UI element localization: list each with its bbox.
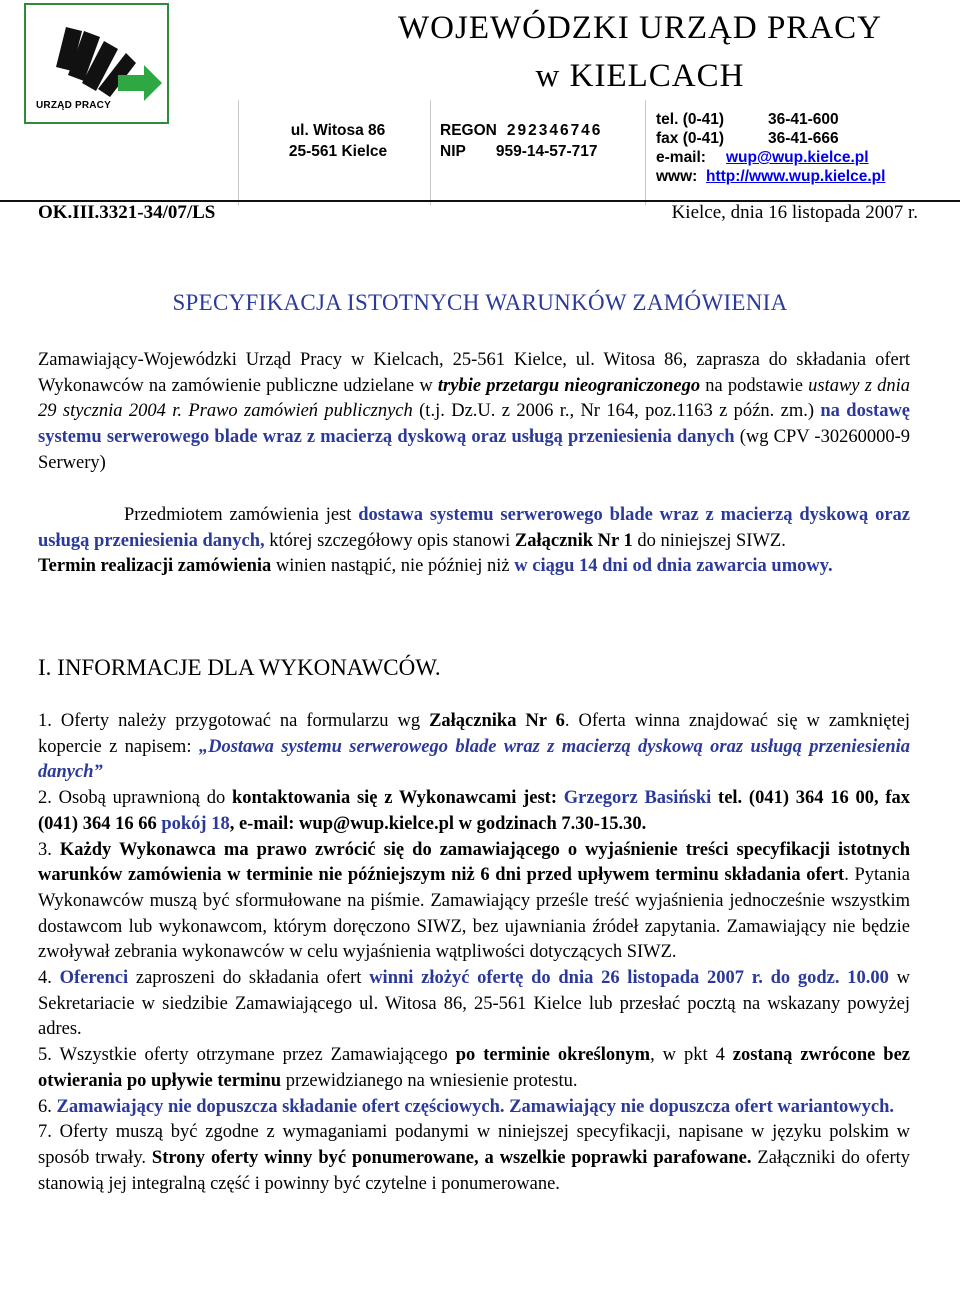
divider — [430, 100, 431, 205]
item-room: pokój 18 — [161, 813, 230, 834]
fax-label: fax (0-41) — [656, 130, 725, 147]
item-text: . Pytania Wykonawców muszą być sformułowane na piśmie. Zamawiający prześle treść wyjaśnienia jednocześnie wszystkim dostawcom lub wykonawcom, którym doręczono SIWZ, bez ujawniania źródeł zapytania. Zamawiający nie będzie zwoływał zebrania wykonawców w celu wyjaśnienia wątpliwości dotyczących SIWZ. — [38, 865, 910, 963]
tel-label: tel. (0-41) — [656, 111, 725, 128]
intro-cpv: (wg CPV -30260000-9 Serwery) — [38, 427, 910, 473]
item-attachment: Załącznika Nr 6 — [429, 711, 565, 731]
item-highlight: Zamawiający nie dopuszcza składanie ofert częściowych. Zamawiający nie dopuszcza ofert wariantowych. — [56, 1096, 895, 1117]
subject-text: Przedmiotem zamówienia jest — [124, 505, 359, 525]
item-contact-label: kontaktowania się z Wykonawcami jest: — [231, 788, 558, 809]
item-text: zaproszeni do składania ofert — [128, 968, 370, 989]
email-link[interactable]: wup@wup.kielce.pl — [726, 149, 869, 166]
intro-text: na podstawie — [700, 375, 809, 396]
fax-value: 36-41-666 — [768, 130, 839, 147]
org-name-line2: w KIELCACH — [535, 58, 745, 94]
tel-value: 36-41-600 — [768, 111, 839, 128]
www-label: www: — [656, 168, 698, 185]
item-text: . Oferta winna znajdować się w zamkniętej kopercie z napisem: — [38, 711, 910, 757]
item-contact-hours: , e-mail: wup@wup.kielce.pl w godzinach 7.30-15.30. — [229, 813, 647, 834]
subject-text: której szczegółowy opis stanowi — [264, 530, 515, 551]
list-item — [38, 966, 910, 1043]
nip-label: NIP — [440, 143, 466, 160]
item-highlight: po terminie określonym — [455, 1045, 651, 1066]
logo — [24, 3, 169, 124]
address-street: ul. Witosa 86 — [290, 122, 386, 139]
intro-text: zaprasza do składania ofert Wykonawców na zamówienie publiczne udzielane w — [38, 350, 910, 396]
subject-text: do niniejszej SIWZ. — [632, 530, 786, 551]
list-item — [38, 1095, 910, 1121]
item-text: przewidzianego na wniesienie protestu. — [281, 1070, 578, 1091]
document-date: Kielce, dnia 16 listopada 2007 r. — [671, 202, 918, 223]
org-name-line1: WOJEWÓDZKI URZĄD PRACY — [398, 10, 882, 46]
list-item — [38, 786, 910, 837]
item-text: w Sekretariacie w siedzibie Zamawiającego ul. Witosa 86, 25-561 Kielce lub przesłać pocztą na wskazany powyżej adres. — [38, 968, 910, 1040]
item-highlight: zostaną zwrócone bez otwierania po upływie terminu — [38, 1045, 910, 1091]
divider — [645, 100, 646, 205]
divider — [238, 100, 239, 205]
reference-number: OK.III.3321-34/07/LS — [38, 202, 216, 223]
item-text: 7. Oferty muszą być zgodne z wymaganiami podanymi w niniejszej specyfikacji, napisane w języku polskim w sposób trwały. — [38, 1122, 910, 1168]
list-item — [38, 709, 910, 786]
nip-value: 959-14-57-717 — [495, 143, 598, 160]
document-title: SPECYFIKACJA ISTOTNYCH WARUNKÓW ZAMÓWIENIA — [172, 290, 788, 315]
intro-procedure: trybie przetargu nieograniczonego — [437, 375, 701, 396]
intro-subject: na dostawę systemu serwerowego blade wraz z macierzą dyskową oraz usługą przeniesienia danych — [38, 401, 911, 448]
address-block — [258, 120, 418, 162]
item-contact-phone: tel. (041) 364 16 00, fax (041) 364 16 66 — [38, 788, 911, 834]
deadline-highlight: w ciągu 14 dni od dnia zawarcia umowy. — [514, 556, 833, 577]
logo-caption: URZĄD PRACY — [36, 100, 111, 111]
section-heading: I. INFORMACJE DLA WYKONAWCÓW. — [38, 655, 441, 680]
item-envelope-label: „Dostawa systemu serwerowego blade wraz z macierzą dyskową oraz usługą przeniesienia danych” — [38, 736, 911, 783]
registry-block — [440, 120, 640, 162]
item-highlight: Każdy Wykonawca ma prawo zwrócić się do zamawiającego o wyjaśnienie treści specyfikacji istotnych warunków zamówienia w terminie nie późniejszym niż 6 dni przed upływem terminu składania ofert — [38, 839, 910, 886]
regon-value: 292346746 — [506, 122, 603, 139]
deadline-text: winien nastąpić, nie później niż — [271, 556, 515, 577]
item-text: Załączniki do oferty stanowią jej integralną część i powinny być czytelne i ponumerowane. — [38, 1147, 910, 1194]
email-label: e-mail: — [656, 149, 706, 166]
subject-attachment: Załącznik Nr 1 — [514, 530, 633, 551]
item-text: 5. Wszystkie oferty otrzymane przez Zamawiającego — [38, 1045, 456, 1066]
website-link[interactable]: http://www.wup.kielce.pl — [706, 168, 886, 185]
item-text: 3. — [38, 839, 60, 860]
list-item — [38, 1043, 910, 1094]
item-highlight: Strony oferty winny być ponumerowane, a wszelkie poprawki parafowane. — [151, 1147, 752, 1168]
reference-line — [38, 202, 918, 224]
item-bidders: Oferenci — [59, 968, 129, 989]
item-deadline: winni złożyć ofertę do dnia 26 listopada 2007 r. do godz. 10.00 — [369, 968, 889, 989]
address-city: 25-561 Kielce — [288, 143, 388, 160]
intro-contracting-authority: Zamawiający-Wojewódzki Urząd Pracy w Kielcach, 25-561 Kielce, ul. Witosa 86, — [38, 350, 688, 370]
intro-law: ustawy z dnia 29 stycznia 2004 r. Prawo zamówień publicznych — [38, 375, 910, 422]
deadline-label: Termin realizacji zamówienia — [38, 556, 272, 577]
intro-paragraph — [38, 348, 910, 477]
regon-label: REGON — [440, 122, 497, 139]
item-text: 2. Osobą uprawnioną do — [38, 788, 232, 809]
contact-block — [656, 110, 956, 186]
list-item — [38, 1120, 910, 1197]
item-text: 6. — [38, 1096, 57, 1117]
item-text: 4. — [38, 968, 60, 989]
item-text: , w pkt 4 — [650, 1045, 733, 1066]
item-contact-person: Grzegorz Basiński — [557, 788, 712, 809]
list-item — [38, 838, 910, 967]
instructions-list — [38, 709, 910, 1197]
item-text: 1. Oferty należy przygotować na formularzu wg — [38, 711, 430, 731]
subject-paragraph — [38, 503, 910, 580]
intro-text: (t.j. Dz.U. z 2006 r., Nr 164, poz.1163 z późn. zm.) — [412, 401, 821, 422]
subject-highlight: dostawa systemu serwerowego blade wraz z macierzą dyskową oraz usługą przeniesienia danych, — [38, 505, 910, 551]
